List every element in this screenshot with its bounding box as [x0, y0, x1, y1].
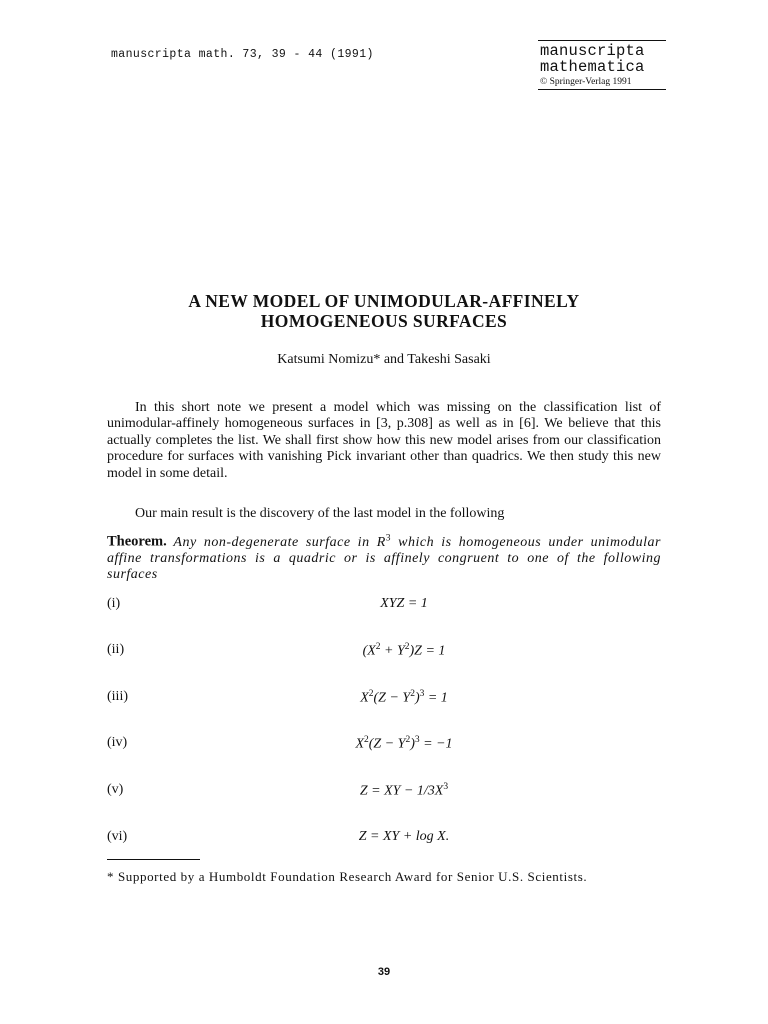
page-number: 39 — [377, 966, 391, 978]
journal-brand — [538, 40, 666, 90]
brand-line-1: manuscripta — [540, 42, 645, 60]
equation-formula: XYZ = 1 — [380, 596, 428, 611]
equation-row — [107, 596, 661, 616]
equation-row — [107, 782, 661, 802]
equation-label: (i) — [107, 596, 121, 611]
equation-row — [107, 642, 661, 662]
equation-formula: Z = XY − $1/3X^3$ — [359, 782, 449, 799]
intro-paragraph: In this short note we present a model which was missing on the classification list of unimodular-affinely homogeneous surfaces in [3, p.308] as well as in [6]. We believe that this actually completes the list. We shall first show how this new model arises from our classification procedure for surfaces with vanishing Pick invariant other than quadrics. We then study this new model in some detail. — [107, 400, 661, 481]
authors: Katsumi Nomizu* and Takeshi Sasaki — [277, 352, 491, 367]
equation-row — [107, 689, 661, 709]
theorem-label: Theorem. — [107, 533, 167, 550]
copyright-notice: © Springer-Verlag 1991 — [540, 77, 632, 87]
theorem — [107, 530, 661, 584]
footnote: * Supported by a Humboldt Foundation Research Award for Senior U.S. Scientists. — [107, 869, 588, 884]
equation-label: (v) — [107, 782, 124, 797]
equation-label: (vi) — [107, 829, 128, 844]
paper-title-line-2: HOMOGENEOUS SURFACES — [260, 311, 508, 331]
equation-formula: $(X^2 + Y^2)Z = 1$ — [362, 642, 446, 659]
equation-formula: Z = XY + log X. — [358, 829, 450, 844]
main-result-paragraph: Our main result is the discovery of the last model in the following — [135, 506, 505, 521]
journal-reference: manuscripta math. 73, 39 - 44 (1991) — [111, 48, 374, 61]
equation-formula: $X^2(Z - Y^2)^3 = -1$ — [355, 735, 453, 752]
equation-label: (iii) — [107, 689, 128, 704]
footnote-divider — [107, 859, 200, 860]
equation-row — [107, 829, 661, 849]
theorem-text: Any non-degenerate surface in $R^3$ which is homogeneous under unimodular affine transformations is a quadric or is affinely congruent to one of the following surfaces — [107, 533, 662, 583]
equation-formula: $X^2(Z - Y^2)^3 = 1$ — [360, 689, 448, 706]
paper-title-line-1: A NEW MODEL OF UNIMODULAR-AFFINELY — [188, 291, 580, 311]
brand-line-2: mathematica — [540, 58, 645, 76]
equation-label: (iv) — [107, 735, 128, 750]
equation-row — [107, 735, 661, 755]
equation-label: (ii) — [107, 642, 125, 657]
